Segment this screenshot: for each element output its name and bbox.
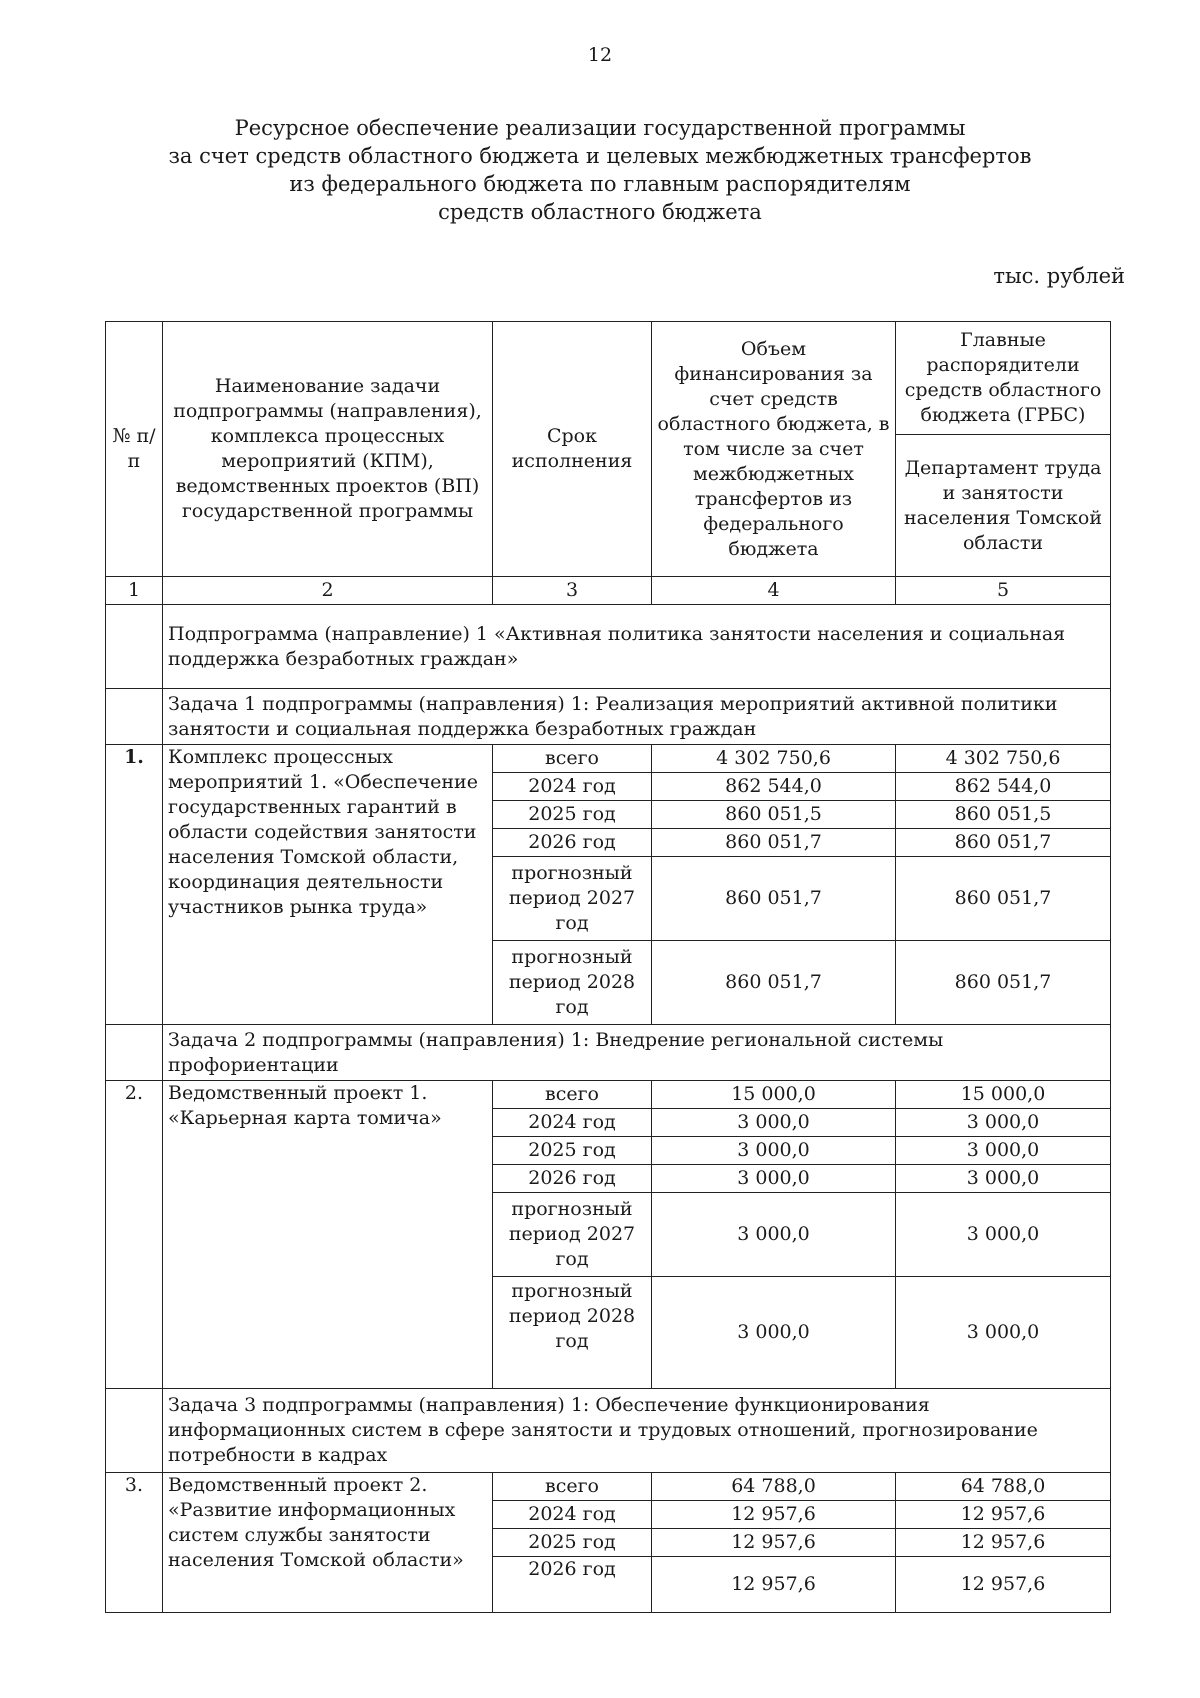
grbs-cell: 3 000,0 (896, 1277, 1111, 1389)
volume-cell: 860 051,7 (652, 941, 896, 1025)
volume-cell: 3 000,0 (652, 1137, 896, 1165)
grbs-cell: 4 302 750,6 (896, 745, 1111, 773)
grbs-cell: 860 051,7 (896, 941, 1111, 1025)
grbs-cell: 860 051,5 (896, 801, 1111, 829)
title-line: Ресурсное обеспечение реализации государственной программы (234, 116, 966, 140)
volume-cell: 3 000,0 (652, 1193, 896, 1277)
header-row (106, 322, 1111, 435)
item-name: Ведомственный проект 1. «Карьерная карта томича» (163, 1081, 493, 1389)
volume-cell: 12 957,6 (652, 1557, 896, 1613)
task-row (106, 1025, 1111, 1081)
term-cell: прогнозный период 2028 год (493, 1277, 652, 1389)
item-number: 1. (106, 745, 163, 1025)
subprogram-row (106, 605, 1111, 689)
volume-cell: 862 544,0 (652, 773, 896, 801)
term-cell: 2025 год (493, 1137, 652, 1165)
header-grbs: Главные распорядители средств областного бюджета (ГРБС) (896, 322, 1111, 435)
item-number: 3. (106, 1473, 163, 1613)
grbs-cell: 862 544,0 (896, 773, 1111, 801)
task-row (106, 1389, 1111, 1473)
volume-cell: 64 788,0 (652, 1473, 896, 1501)
term-cell: 2026 год (493, 1165, 652, 1193)
volume-cell: 3 000,0 (652, 1109, 896, 1137)
units-label: тыс. рублей (993, 264, 1125, 288)
term-cell: 2024 год (493, 1109, 652, 1137)
page-number: 12 (587, 44, 613, 66)
term-cell: 2026 год (493, 1557, 652, 1613)
column-number: 5 (896, 577, 1111, 605)
task-2-title: Задача 2 подпрограммы (направления) 1: Внедрение региональной системы профориентации (163, 1025, 1111, 1081)
table-row (106, 1081, 1111, 1109)
title-line: средств областного бюджета (438, 200, 762, 224)
term-cell: 2026 год (493, 829, 652, 857)
grbs-cell: 3 000,0 (896, 1165, 1111, 1193)
grbs-cell: 860 051,7 (896, 857, 1111, 941)
column-number-row (106, 577, 1111, 605)
grbs-cell: 64 788,0 (896, 1473, 1111, 1501)
term-cell: всего (493, 745, 652, 773)
grbs-cell: 15 000,0 (896, 1081, 1111, 1109)
term-cell: 2024 год (493, 1501, 652, 1529)
grbs-cell: 3 000,0 (896, 1137, 1111, 1165)
document-title (0, 114, 1200, 226)
grbs-cell: 3 000,0 (896, 1193, 1111, 1277)
term-cell: прогнозный период 2027 год (493, 1193, 652, 1277)
title-line: из федерального бюджета по главным распорядителям (289, 172, 911, 196)
term-cell: прогнозный период 2028 год (493, 941, 652, 1025)
volume-cell: 860 051,5 (652, 801, 896, 829)
volume-cell: 860 051,7 (652, 829, 896, 857)
volume-cell: 3 000,0 (652, 1165, 896, 1193)
volume-cell: 3 000,0 (652, 1277, 896, 1389)
item-number: 2. (106, 1081, 163, 1389)
budget-table (105, 321, 1111, 1613)
table-row (106, 1473, 1111, 1501)
term-cell: всего (493, 1081, 652, 1109)
header-grbs-dept: Департамент труда и занятости населения Томской области (896, 435, 1111, 577)
item-name: Ведомственный проект 2. «Развитие информационных систем службы занятости населения Томской области» (163, 1473, 493, 1613)
item-name: Комплекс процессных мероприятий 1. «Обеспечение государственных гарантий в области содействия занятости населения Томской области, координация деятельности участников рынка труда» (163, 745, 493, 1025)
header-volume: Объем финансирования за счет средств областного бюджета, в том числе за счет межбюджетных трансфертов из федерального бюджета (652, 322, 896, 577)
table-row (106, 745, 1111, 773)
column-number: 2 (163, 577, 493, 605)
subprogram-title: Подпрограмма (направление) 1 «Активная политика занятости населения и социальная поддержка безработных граждан» (163, 605, 1111, 689)
term-cell: 2025 год (493, 801, 652, 829)
title-line: за счет средств областного бюджета и целевых межбюджетных трансфертов (168, 144, 1032, 168)
grbs-cell: 12 957,6 (896, 1501, 1111, 1529)
volume-cell: 12 957,6 (652, 1529, 896, 1557)
task-3-title: Задача 3 подпрограммы (направления) 1: Обеспечение функционирования информационных систем в сфере занятости и трудовых отношений, прогнозирование потребности в кадрах (163, 1389, 1111, 1473)
term-cell: 2024 год (493, 773, 652, 801)
volume-cell: 860 051,7 (652, 857, 896, 941)
task-1-title: Задача 1 подпрограммы (направления) 1: Реализация мероприятий активной политики занятости и социальная поддержка безработных граждан (163, 689, 1111, 745)
header-name: Наименование задачи подпрограммы (направления), комплекса процессных мероприятий (КПМ), ведомственных проектов (ВП) государственной программы (163, 322, 493, 577)
term-cell: всего (493, 1473, 652, 1501)
header-term: Срок исполнения (493, 322, 652, 577)
column-number: 4 (652, 577, 896, 605)
term-cell: прогнозный период 2027 год (493, 857, 652, 941)
volume-cell: 15 000,0 (652, 1081, 896, 1109)
grbs-cell: 3 000,0 (896, 1109, 1111, 1137)
header-num: № п/п (106, 322, 163, 577)
term-cell: 2025 год (493, 1529, 652, 1557)
task-row (106, 689, 1111, 745)
column-number: 1 (106, 577, 163, 605)
grbs-cell: 12 957,6 (896, 1529, 1111, 1557)
grbs-cell: 12 957,6 (896, 1557, 1111, 1613)
grbs-cell: 860 051,7 (896, 829, 1111, 857)
volume-cell: 4 302 750,6 (652, 745, 896, 773)
column-number: 3 (493, 577, 652, 605)
volume-cell: 12 957,6 (652, 1501, 896, 1529)
